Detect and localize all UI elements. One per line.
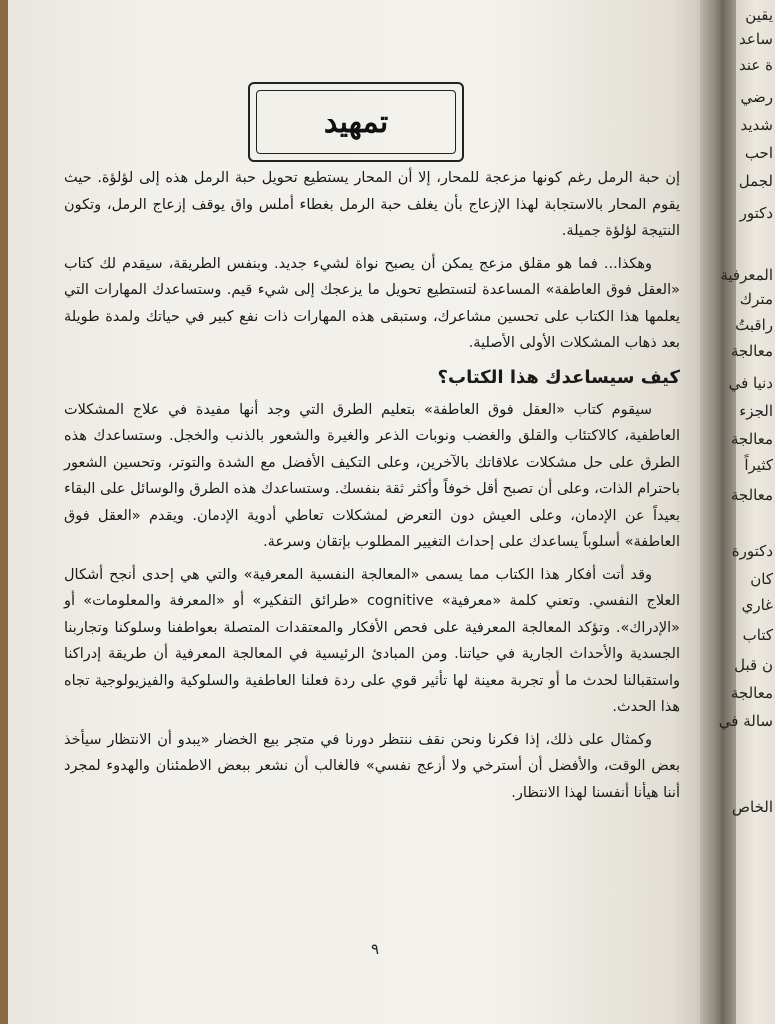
next-page-text-fragment: الخاص [731, 798, 773, 816]
next-page-text-fragment: احب [744, 144, 773, 162]
intro-paragraph-1: إن حبة الرمل رغم كونها مزعجة للمحار، إلا أن المحار يستطيع تحويل حبة الرمل هذه إلى لؤلؤة. حيث يقوم المحار بالاستجابة لهذا الإزعاج بأن يغلف حبة الرمل بغطاء أملس واق يوقف إزعاج الرمل، وتكون النتيجة لؤلؤة جميلة. [64, 170, 680, 239]
next-page-text-fragment: لجمل [738, 172, 773, 190]
next-page-text-fragment: ة عند [739, 56, 773, 74]
book-gutter [700, 0, 738, 1024]
next-page-text-fragment: معالجة [730, 486, 773, 504]
next-page-text-fragment: مترك [739, 290, 773, 308]
next-page-text-fragment: شديد [740, 116, 773, 134]
next-page-text-fragment: دكتور [739, 204, 773, 222]
next-page-text-fragment: سالة في [718, 712, 773, 730]
next-page-text-fragment: كتاب [742, 626, 773, 644]
next-page-text-fragment: ساعد [739, 30, 773, 48]
next-page-text-fragment: يقين [745, 6, 773, 24]
page-body [64, 165, 680, 812]
next-page-text-fragment: معالجة [730, 430, 773, 448]
next-page-text-fragment: غاري [741, 596, 773, 614]
chapter-title: تمهيد [323, 104, 389, 140]
chapter-title-frame [248, 82, 464, 162]
next-page-text-fragment: الجزء [739, 402, 773, 420]
section-heading: كيف سيساعدك هذا الكتاب؟ [437, 366, 680, 388]
next-page-text-fragment: معالجة [730, 684, 773, 702]
next-page-text-fragment: راقبتُ [735, 316, 773, 334]
next-page-text-fragment: ن قبل [734, 656, 773, 674]
next-page-text-fragment: دكتورة [731, 542, 773, 560]
section-paragraph-1: سيقوم كتاب «العقل فوق العاطفة» بتعليم الطرق التي وجد أنها مفيدة في علاج المشكلات العاطفية، كالاكتئاب والقلق والغضب ونوبات الذعر والغيرة والشعور بالذنب والخجل. وستساعدك هذه الطرق على حل مشكلات علاقاتك بالآخرين، وعلى التكيف الأفضل مع الشدة والتوتر، وتحسين الشعور باحترام الذات، وعلى أن تصبح أقل خوفاً وأكثر ثقة بنفسك. وستساعدك هذه الطرق والوسائل على البقاء بعيداً عن الإدمان، وعلى العيش دون التعرض لمشكلات تعاطي أدوية الإدمان. ويقدم «العقل فوق العاطفة» أسلوباً يساعدك على إحداث التغيير المطلوب بإتقان وسرعة. [64, 401, 680, 550]
page-number: ٩ [370, 940, 380, 958]
next-page-edge [718, 0, 775, 1024]
next-page-text-fragment: معالجة [730, 342, 773, 360]
next-page-text-fragment: رضي [740, 88, 773, 106]
intro-paragraph-2: وهكذا... فما هو مقلق مزعج يمكن أن يصبح نواة لشيء جديد. وبنفس الطريقة، سيقدم لك كتاب «العقل فوق العاطفة» المساعدة لتستطيع تحويل ما يزعجك إلى شيء قيم. وستساعدك المهارات التي يعلمها هذا الكتاب على تحسين مشاعرك، وستبقى هذه المهارات ذات نفع كبير في حياتك ولمدة طويلة بعد ذهاب المشكلات الأولى الأصلية. [64, 255, 680, 351]
section-paragraph-2: وقد أتت أفكار هذا الكتاب مما يسمى «المعالجة النفسية المعرفية» والتي هي إحدى أنجح أشكال العلاج النفسي. وتعني كلمة «معرفية» cognitive «طرائق التفكير» أو «المعرفة والمعلومات» أو «الإدراك». وتؤكد المعالجة المعرفية على فحص الأفكار والمعتقدات المتصلة بعواطفنا وسلوكنا وتجاربنا الجسدية والأحداث الجارية في حياتنا. ومن المبادئ الرئيسية في المعالجة المعرفية أن طريقة إدراكنا واستقبالنا لحدث ما أو تجربة معينة لها تأثير قوي على ردة فعلنا العاطفية والسلوكية والفيزيولوجية تجاه هذا الحدث. [64, 566, 680, 715]
next-page-text-fragment: كثيراً [744, 456, 773, 474]
next-page-text-fragment: كان [750, 570, 773, 588]
section-paragraph-3: وكمثال على ذلك، إذا فكرنا ونحن نقف ننتظر دورنا في متجر بيع الخضار «يبدو أن الانتظار سيأخذ بعض الوقت، والأفضل أن أسترخي ولا أزعج نفسي» فالغالب أن نشعر ببعض الاطمئنان والهدوء لمجرد أننا هيأنا أنفسنا لهذا الانتظار. [64, 731, 680, 801]
next-page-text-fragment: دنيا في [728, 374, 773, 392]
next-page-text-fragment: المعرفية [720, 266, 773, 284]
